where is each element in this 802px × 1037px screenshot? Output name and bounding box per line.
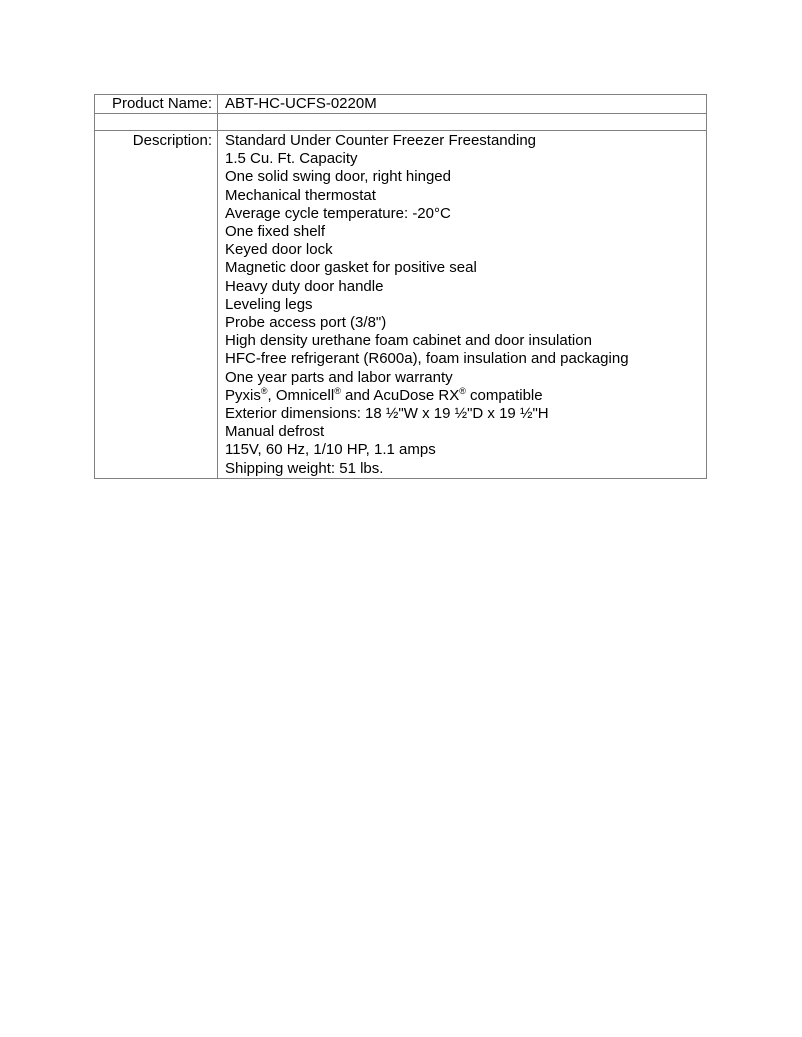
blank-cell-label xyxy=(95,114,218,131)
description-line-compatibility xyxy=(225,387,706,405)
pyxis-text: Pyxis xyxy=(225,386,261,404)
separator-text: , xyxy=(267,386,276,404)
product-name-row xyxy=(95,95,707,114)
blank-row xyxy=(95,114,707,131)
description-line: HFC-free refrigerant (R600a), foam insulation and packaging xyxy=(225,350,629,368)
description-row xyxy=(95,131,707,479)
description-line: Magnetic door gasket for positive seal xyxy=(225,259,477,277)
description-label: Description: xyxy=(95,131,218,479)
description-line: Probe access port (3/8") xyxy=(225,314,387,332)
acudose-text: AcuDose RX xyxy=(373,386,460,404)
description-line: 115V, 60 Hz, 1/10 HP, 1.1 amps xyxy=(225,441,436,459)
product-name-label: Product Name: xyxy=(95,95,218,114)
description-line: High density urethane foam cabinet and door insulation xyxy=(225,332,592,350)
description-line: Exterior dimensions: 18 ½"W x 19 ½"D x 19 ½"H xyxy=(225,405,549,423)
description-line: One year parts and labor warranty xyxy=(225,368,453,386)
product-name-value: ABT-HC-UCFS-0220M xyxy=(218,95,707,114)
separator-text: and xyxy=(340,386,374,404)
description-line: Manual defrost xyxy=(225,423,325,441)
description-list xyxy=(218,131,707,479)
description-line: Leveling legs xyxy=(225,295,313,313)
description-line: Average cycle temperature: -20°C xyxy=(225,204,451,222)
description-line: Keyed door lock xyxy=(225,241,333,259)
description-line: 1.5 Cu. Ft. Capacity xyxy=(225,150,358,168)
product-spec-table xyxy=(94,94,707,479)
omnicell-text: Omnicell xyxy=(275,386,335,404)
compatible-text: compatible xyxy=(465,386,543,404)
description-line: One solid swing door, right hinged xyxy=(225,168,451,186)
description-line: Shipping weight: 51 lbs. xyxy=(225,459,384,477)
description-line: Standard Under Counter Freezer Freestanding xyxy=(225,132,537,149)
blank-cell-value xyxy=(218,114,707,131)
description-line: Heavy duty door handle xyxy=(225,277,384,295)
registered-mark: ® xyxy=(459,385,466,396)
registered-mark: ® xyxy=(260,385,268,396)
description-line: Mechanical thermostat xyxy=(225,186,376,204)
registered-mark: ® xyxy=(334,385,341,396)
description-line: One fixed shelf xyxy=(225,223,326,241)
